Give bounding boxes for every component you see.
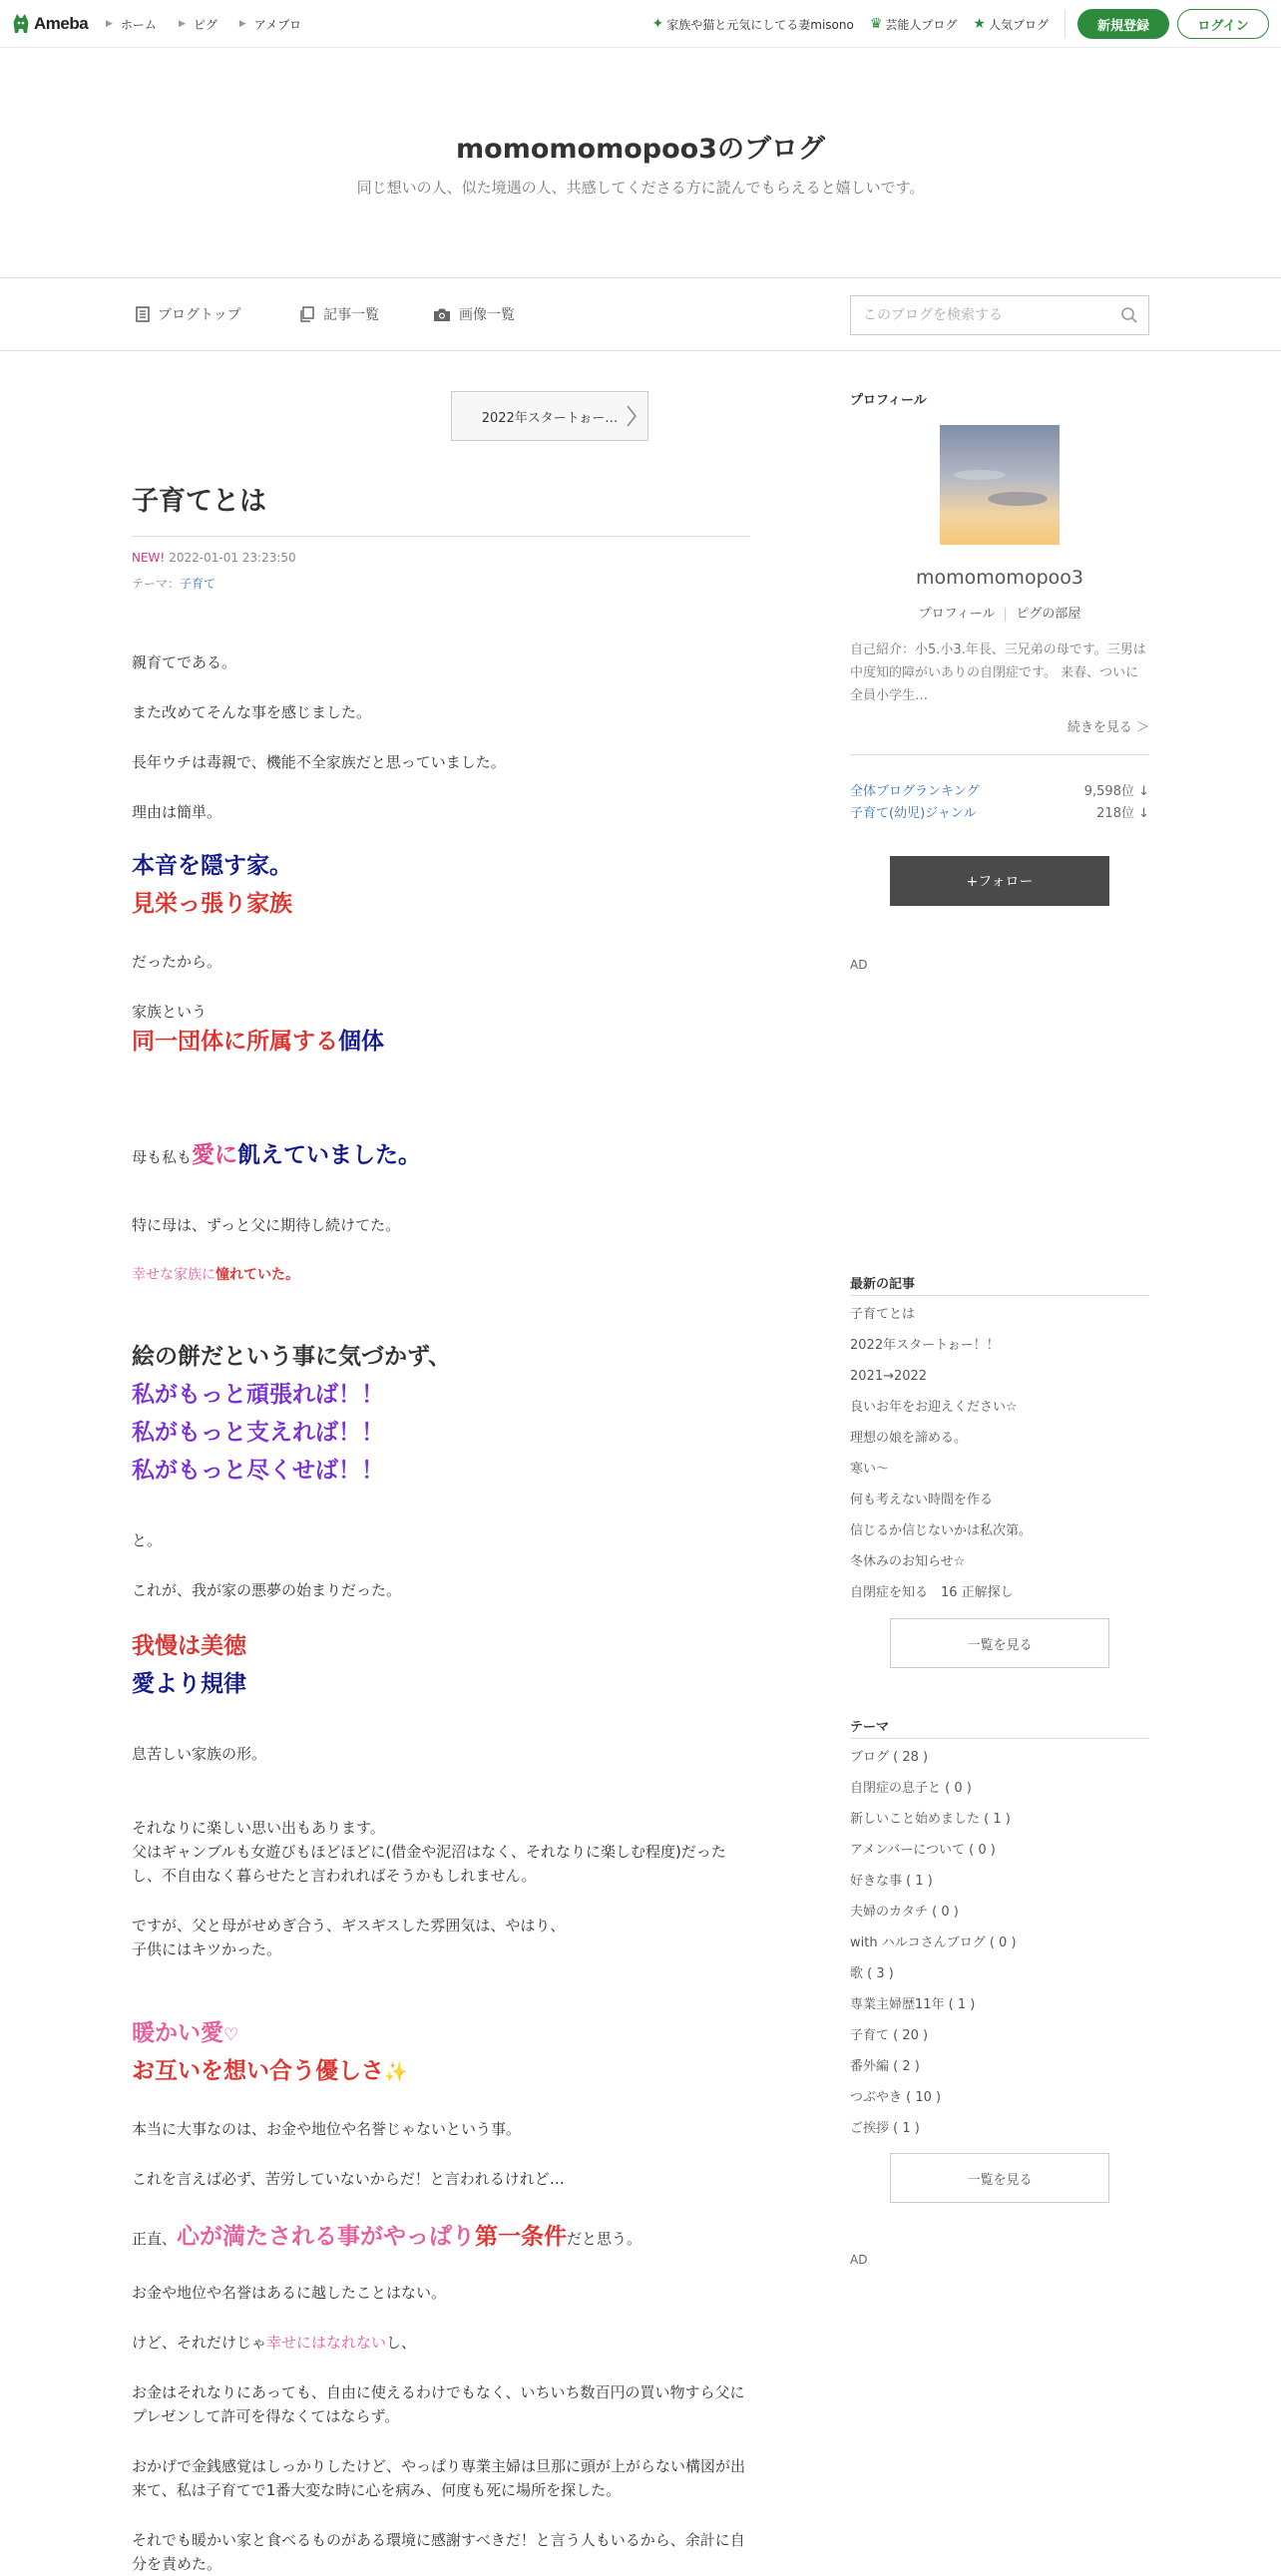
overall-ranking[interactable] (850, 780, 1149, 799)
emphasis-pink: 愛に (192, 1142, 238, 1168)
article-paragraph: おかげで金銭感覚はしっかりしたけど、やっぱり専業主婦は旦那に頭が上がらない構図が出来て、私は子育てで1番大変な時に心を病み、何度も死に場所を探した。 (132, 2457, 746, 2499)
theme-label: テーマ： (132, 577, 181, 591)
image-list-link[interactable] (433, 278, 515, 350)
emphasis-navy: 飢えていました。 (237, 1142, 422, 1168)
profile-link[interactable]: プロフィール (918, 607, 996, 622)
blog-top-label: ブログトップ (158, 307, 241, 323)
text-plain: けど、それだけじゃ (132, 2334, 267, 2352)
featured-blog-label: 家族や猫と元気にしてる妻misono (666, 17, 854, 32)
article-theme (132, 575, 215, 592)
emphasis-red: お互いを想い合う優しさ (132, 2058, 384, 2084)
article-emphasis: 絵の餅だという事に気づかず、 (132, 1344, 452, 1370)
theme-item[interactable]: 新しいこと始めました ( 1 ) (850, 1812, 1011, 1827)
avatar[interactable] (940, 425, 1060, 545)
article-paragraph: お金や地位や名誉はあるに越したことはない。 (132, 2284, 447, 2302)
text-pink: 幸せな家族に (132, 1267, 215, 1283)
article-paragraph: お金はそれなりにあっても、自由に使えるわけでもなく、いちいち数百円の買い物すら父にプレゼンして許可を得なくてはならず。 (132, 2383, 745, 2425)
genre-ranking-label: 子育て(幼児)ジャンル (850, 806, 977, 821)
article-paragraph: それなりに楽しい思い出もあります。 (132, 1819, 385, 1837)
recent-see-all-button[interactable]: 一覧を見る (890, 1618, 1109, 1668)
theme-list (850, 1742, 1149, 2144)
article-list-label: 記事一覧 (323, 307, 379, 323)
blog-header (0, 49, 1281, 278)
blog-title[interactable]: momomomopoo3のブログ (456, 134, 825, 165)
profile-links (850, 603, 1149, 622)
text-plain: 母も私も (132, 1148, 193, 1166)
article-emphasis: 私がもっと尽くせば！！ (132, 1458, 384, 1484)
copy-icon (299, 306, 315, 322)
article-list-link[interactable] (299, 278, 379, 350)
text-plain: だと思う。 (567, 2230, 642, 2248)
recent-item[interactable]: 子育てとは (850, 1307, 916, 1322)
recent-item[interactable]: 2021→2022 (850, 1369, 928, 1384)
theme-item[interactable]: 専業主婦歴11年 ( 1 ) (850, 1997, 976, 2012)
nav-home-label: ホーム (120, 17, 157, 32)
document-icon (136, 306, 150, 322)
global-header (0, 0, 1281, 48)
theme-item[interactable]: 子育て ( 20 ) (850, 2028, 929, 2043)
sky-photo-avatar (940, 425, 1060, 545)
article-paragraph: 長年ウチは毒親で、機能不全家族だと思っていました。 (132, 753, 506, 771)
ad-label: AD (850, 958, 868, 972)
article-paragraph: 家族という (132, 1003, 208, 1021)
divider (850, 1738, 1149, 1739)
article-paragraph: それでも暖かい家と食べるものがある環境に感謝すべきだ！と言う人もいるから、余計に自分を責めた。 (132, 2531, 745, 2573)
theme-item[interactable]: 自閉症の息子と ( 0 ) (850, 1781, 972, 1796)
article-emphasis (132, 1024, 750, 1060)
popular-blog-link[interactable] (973, 16, 1049, 33)
theme-item[interactable]: 好きな事 ( 1 ) (850, 1874, 933, 1889)
article-emphasis: 見栄っ張り家族 (132, 891, 292, 917)
star-icon: ★ (973, 16, 986, 32)
nav-ameblo-label: アメブロ (253, 17, 302, 32)
blog-description: 同じ想いの人、似た境遇の人、共感してくださる方に読んでもらえると嬉しいです。 (356, 179, 925, 197)
sparkles-icon: ✨ (384, 2061, 408, 2083)
theme-link[interactable]: 子育て (180, 577, 216, 591)
theme-see-all-button[interactable]: 一覧を見る (890, 2153, 1109, 2203)
article-title[interactable]: 子育てとは (132, 479, 750, 537)
recent-item[interactable]: 何も考えない時間を作る (850, 1493, 994, 1507)
theme-item[interactable]: 歌 ( 3 ) (850, 1966, 894, 1981)
emphasis-pink: 暖かい愛 (132, 2020, 223, 2046)
article-paragraph: これが、我が家の悪夢の始まりだった。 (132, 1581, 402, 1599)
recent-item[interactable]: 信じるか信じないかは私次第。 (850, 1523, 1033, 1538)
theme-item[interactable]: ブログ ( 28 ) (850, 1750, 929, 1765)
login-button[interactable]: ログイン (1177, 9, 1269, 39)
theme-item[interactable]: つぶやき ( 10 ) (850, 2090, 942, 2105)
ameba-logo-text: Ameba (34, 14, 89, 33)
article-paragraph: 理由は簡単。 (132, 803, 222, 821)
recent-item[interactable]: 理想の娘を諦める。 (850, 1431, 968, 1446)
celebrity-blog-label: 芸能人ブログ (885, 17, 958, 32)
heart-icon: ♡ (223, 2025, 239, 2045)
next-article-button[interactable] (451, 391, 648, 441)
theme-item[interactable]: アメンバーについて ( 0 ) (850, 1843, 996, 1858)
sparkle-icon: ✦ (651, 16, 664, 32)
ameba-mascot-icon (12, 13, 30, 35)
article-emphasis: 本音を隠す家。 (132, 853, 292, 879)
recent-item[interactable]: 冬休みのお知らせ☆ (850, 1554, 966, 1569)
genre-ranking-value: 218位 ↓ (1096, 806, 1149, 821)
article-emphasis: 私がもっと支えれば！！ (132, 1420, 384, 1446)
chevron-right-icon (626, 404, 638, 428)
profile-heading: プロフィール (850, 393, 927, 408)
next-article-label: 2022年スタートぉー… (481, 410, 619, 426)
nav-pigg[interactable] (179, 16, 217, 33)
article-paragraph (132, 1263, 750, 1287)
article-date: 2022-01-01 23:23:50 (169, 551, 296, 565)
article-paragraph: だったから。 (132, 953, 222, 971)
recent-item[interactable]: 自閉症を知る 16 正解探し (850, 1585, 1014, 1600)
article-paragraph (132, 2331, 750, 2355)
divider (850, 1295, 1149, 1296)
ad-label: AD (850, 2253, 868, 2267)
chevron-right-icon: ▶ (178, 19, 186, 29)
article-emphasis: 愛より規律 (132, 1671, 246, 1697)
nav-pigg-label: ピグ (193, 17, 217, 32)
article-emphasis: 私がもっと頑張れば！！ (132, 1382, 384, 1408)
article-paragraph: また改めてそんな事を感じました。 (132, 703, 372, 721)
nav-ameblo[interactable] (239, 16, 301, 33)
celebrity-blog-link[interactable] (870, 16, 958, 33)
theme-item[interactable]: ご挨拶 ( 1 ) (850, 2121, 920, 2136)
header-right (652, 0, 1269, 48)
read-more-link[interactable]: 続きを見る ＞ (1067, 720, 1149, 735)
divider (850, 754, 1149, 755)
search-icon[interactable] (1120, 306, 1138, 324)
profile-intro: 自己紹介：小5.小3.年長、三兄弟の母です。三男は中度知的障がいありの自閉症です。 来春、ついに全員小学生… (850, 643, 1146, 703)
popular-blog-label: 人気ブログ (988, 17, 1049, 32)
theme-item[interactable]: with ハルコさんブログ ( 0 ) (850, 1935, 1017, 1950)
article-paragraph (132, 1137, 750, 1175)
emphasis-pink: 心が満たされる事がやっぱり (177, 2224, 476, 2250)
recent-item[interactable]: 2022年スタートぉー！！ (850, 1338, 1000, 1353)
pigg-room-link[interactable]: ピグの部屋 (1016, 607, 1081, 622)
article-paragraph: 本当に大事なのは、お金や地位や名誉じゃないという事。 (132, 2120, 522, 2138)
recent-heading: 最新の記事 (850, 1277, 916, 1292)
global-nav (106, 0, 323, 48)
ameba-logo[interactable] (12, 12, 88, 36)
emphasis-navy: 個体 (338, 1029, 384, 1055)
article-paragraph: ですが、父と母がせめぎ合う、ギスギスした雰囲気は、やはり、 (132, 1917, 566, 1934)
blog-search-input[interactable] (851, 296, 1110, 334)
follow-button[interactable]: +フォロー (890, 856, 1109, 906)
article-paragraph (132, 2219, 750, 2257)
emphasis-red: 第一条件 (475, 2224, 568, 2250)
chevron-right-icon: ▶ (106, 19, 113, 29)
text-plain: し、 (386, 2334, 417, 2352)
text-pink: 幸せにはなれない (266, 2334, 387, 2352)
theme-heading: テーマ (850, 1720, 890, 1735)
featured-blog-link[interactable] (652, 16, 854, 33)
new-badge: NEW! (132, 551, 166, 565)
nav-home[interactable] (106, 16, 157, 33)
article-paragraph: 親育てである。 (132, 653, 237, 671)
recent-item[interactable]: 寒い〜 (850, 1462, 890, 1477)
emphasis-red: 同一団体に所属する (132, 1029, 338, 1055)
article-paragraph: これを言えば必ず、苦労していないからだ！と言われるけれど… (132, 2170, 565, 2188)
genre-ranking[interactable] (850, 802, 1149, 821)
article-paragraph: 父はギャンブルも女遊びもほどほどに(借金や泥沼はなく、それなりに楽しむ程度)だったし、不自由なく暮らせたと言われればそうかもしれません。 (132, 1843, 726, 1885)
chevron-right-icon: ▶ (238, 19, 246, 29)
article-meta (132, 551, 296, 565)
header-divider (1065, 10, 1066, 38)
register-button[interactable]: 新規登録 (1077, 9, 1169, 39)
blog-nav (0, 277, 1281, 351)
article-paragraph: 子供にはキツかった。 (132, 1940, 282, 1958)
camera-icon (433, 307, 451, 322)
profile-name[interactable]: momomomopoo3 (916, 567, 1083, 589)
article-paragraph: と。 (132, 1531, 163, 1549)
article-paragraph: 息苦しい家族の形。 (132, 1745, 267, 1763)
image-list-label: 画像一覧 (459, 307, 515, 323)
article-emphasis (132, 2015, 750, 2053)
text-plain: 正直、 (132, 2230, 178, 2248)
theme-item[interactable]: 夫婦のカタチ ( 0 ) (850, 1905, 959, 1920)
article-paragraph: 特に母は、ずっと父に期待し続けてた。 (132, 1216, 401, 1234)
blog-top-link[interactable] (136, 278, 241, 350)
article-emphasis: 我慢は美徳 (132, 1633, 246, 1659)
overall-ranking-label: 全体ブログランキング (850, 784, 980, 799)
overall-ranking-value: 9,598位 ↓ (1083, 784, 1149, 799)
crown-icon: ♛ (869, 16, 883, 32)
article-emphasis (132, 2053, 750, 2090)
blog-search (850, 295, 1149, 335)
text-red: 憧れていた。 (215, 1267, 299, 1283)
recent-item[interactable]: 良いお年をお迎えください☆ (850, 1400, 1018, 1415)
theme-item[interactable]: 番外編 ( 2 ) (850, 2059, 920, 2074)
divider (1005, 608, 1006, 622)
recent-list (850, 1299, 1149, 1608)
